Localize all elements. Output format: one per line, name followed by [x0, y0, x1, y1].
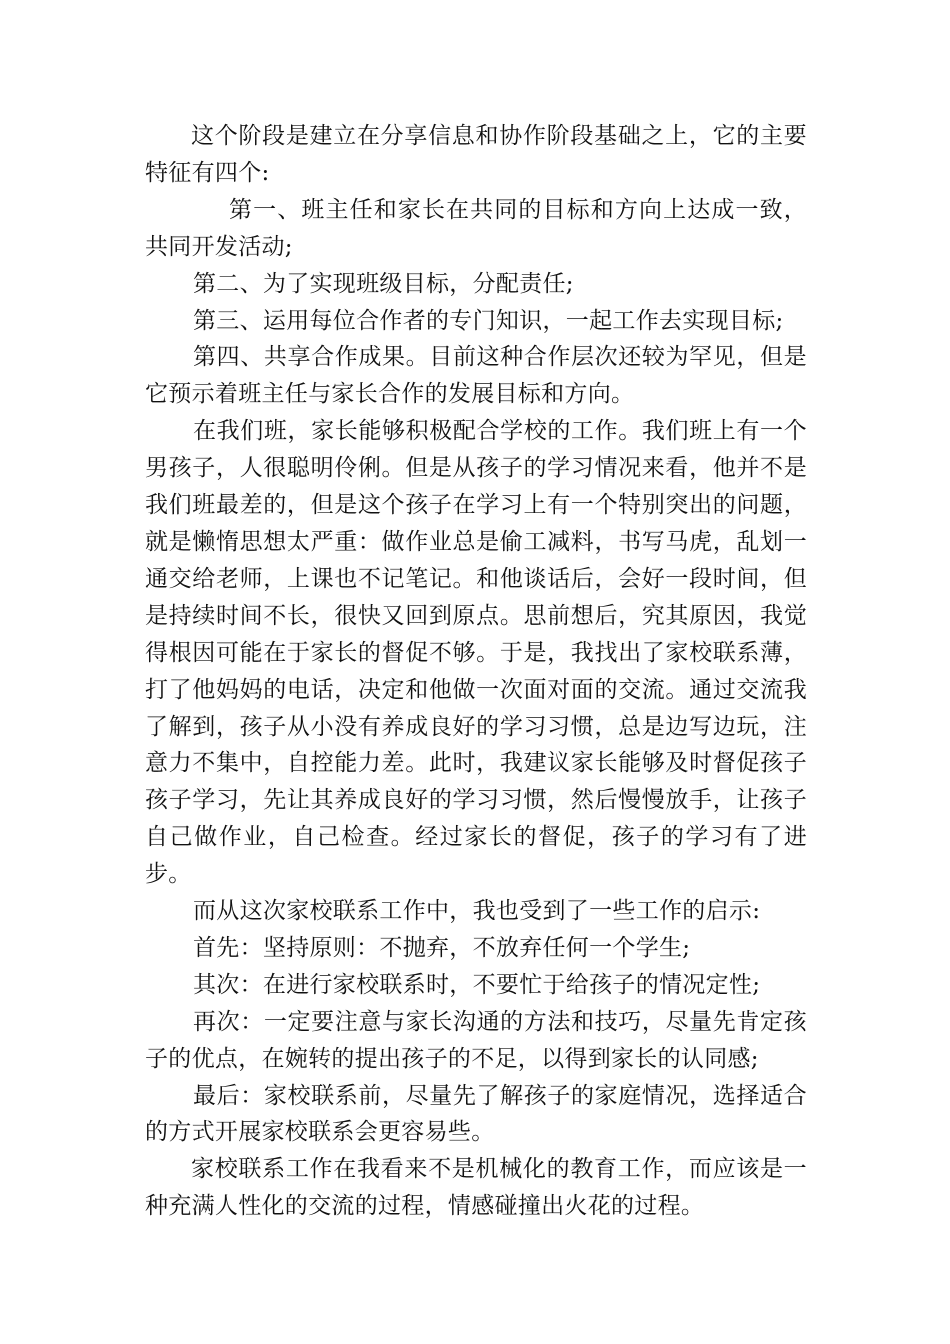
paragraph-feature-two: 第二、为了实现班级目标，分配责任; [193, 270, 574, 297]
paragraph-lesson-third: 再次：一定要注意与家长沟通的方法和技巧，尽量先肯定孩子的优点，在婉转的提出孩子的不足，以得到家长的认同感; [145, 1008, 807, 1072]
paragraph-stage-intro: 这个阶段是建立在分享信息和协作阶段基础之上，它的主要特征有四个: [145, 123, 807, 186]
paragraph-feature-four: 第四、共享合作成果。目前这种合作层次还较为罕见，但是它预示着班主任与家长合作的发展目标和方向。 [145, 344, 807, 408]
paragraph-class-case: 在我们班，家长能够积极配合学校的工作。我们班上有一个男孩子，人很聪明伶俐。但是从孩子的学习情况来看，他并不是我们班最差的，但是这个孩子在学习上有一个特别突出的问题，就是懒惰思想太严重：做作业总是偷工减料，书写马虎，乱划一通交给老师，上课也不记笔记。和他谈话后，会好一段时间，但是持续时间不长，很快又回到原点。思前想后，究其原因，我觉得根因可能在于家长的督促不够。于是，我找出了家校联系薄，打了他妈妈的电话，决定和他做一次面对面的交流。通过交流我了解到，孩子从小没有养成良好的学习习惯，总是边写边玩，注意力不集中，自控能力差。此时，我建议家长能够及时督促孩子孩子学习，先让其养成良好的学习习惯，然后慢慢放手，让孩子自己做作业，自己检查。经过家长的督促，孩子的学习有了进步。 [145, 418, 807, 888]
paragraph-lessons-intro: 而从这次家校联系工作中，我也受到了一些工作的启示: [193, 898, 761, 925]
paragraph-lesson-last: 最后：家校联系前，尽量先了解孩子的家庭情况，选择适合的方式开展家校联系会更容易些。 [145, 1082, 807, 1146]
paragraph-lesson-first: 首先：坚持原则：不抛弃，不放弃任何一个学生; [193, 934, 691, 961]
paragraph-feature-three: 第三、运用每位合作者的专门知识，一起工作去实现目标; [193, 307, 784, 334]
document-body [145, 118, 807, 1225]
paragraph-conclusion: 家校联系工作在我看来不是机械化的教育工作，而应该是一种充满人性化的交流的过程，情感碰撞出火花的过程。 [145, 1156, 807, 1220]
paragraph-feature-one: 第一、班主任和家长在共同的目标和方向上达成一致，共同开发活动; [145, 196, 807, 260]
paragraph-lesson-second: 其次：在进行家校联系时，不要忙于给孩子的情况定性; [193, 971, 761, 998]
